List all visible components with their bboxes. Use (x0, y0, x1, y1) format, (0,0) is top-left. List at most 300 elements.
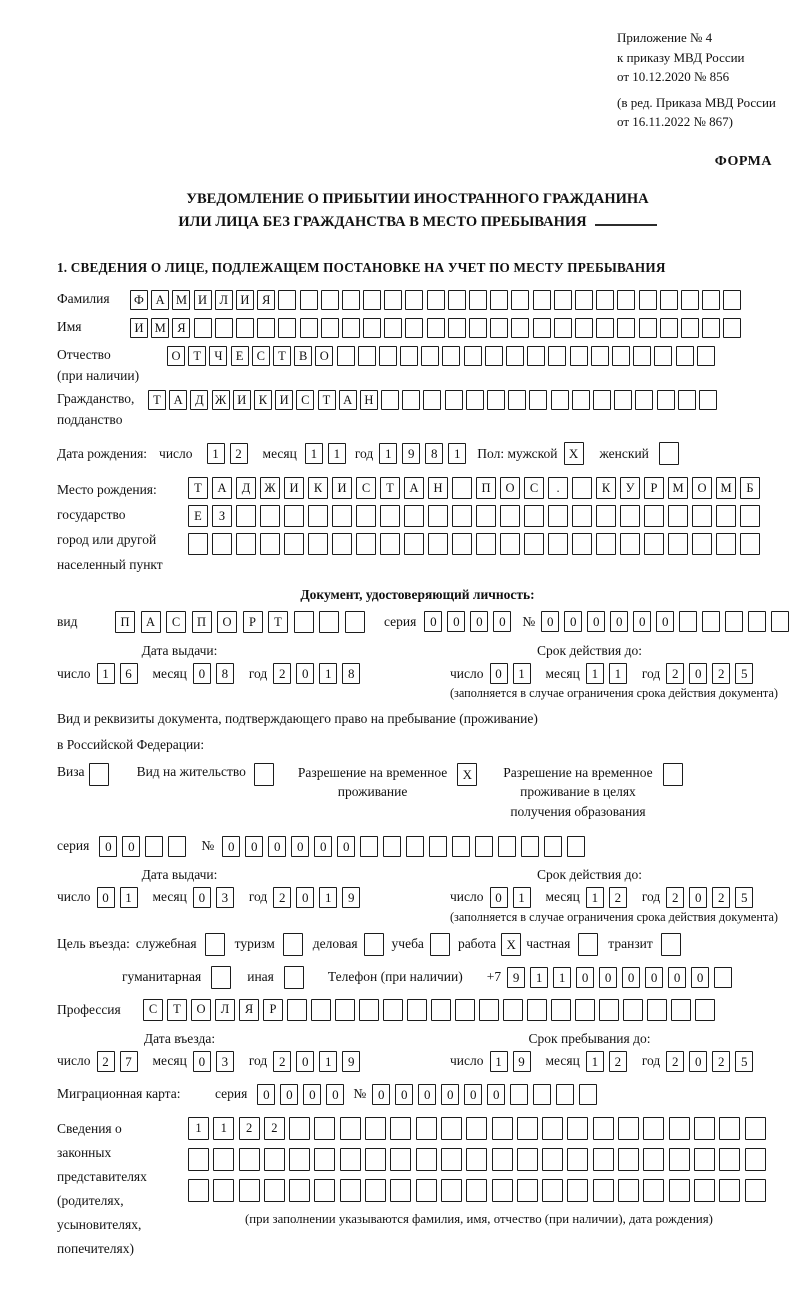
char-cell[interactable]: С (296, 390, 314, 410)
char-cell[interactable] (503, 999, 523, 1021)
business-checkbox[interactable] (364, 933, 384, 956)
char-cell[interactable] (596, 533, 616, 555)
char-cell[interactable] (476, 505, 496, 527)
char-cell[interactable] (289, 1117, 310, 1140)
char-cell[interactable] (548, 346, 566, 366)
char-cell[interactable] (360, 836, 378, 857)
char-cell[interactable] (643, 1148, 664, 1171)
char-cell[interactable] (358, 346, 376, 366)
char-cell[interactable] (236, 505, 256, 527)
char-cell[interactable]: 1 (328, 443, 346, 464)
char-cell[interactable] (416, 1179, 437, 1202)
char-cell[interactable] (517, 1148, 538, 1171)
char-cell[interactable]: 3 (216, 887, 234, 908)
char-cell[interactable]: А (151, 290, 169, 310)
char-cell[interactable]: И (130, 318, 148, 338)
char-cell[interactable] (294, 611, 314, 633)
char-cell[interactable]: Ж (260, 477, 280, 499)
char-cell[interactable] (554, 290, 572, 310)
char-cell[interactable] (487, 390, 505, 410)
char-cell[interactable] (542, 1179, 563, 1202)
char-cell[interactable]: Я (172, 318, 190, 338)
char-cell[interactable] (681, 318, 699, 338)
char-cell[interactable]: 1 (448, 443, 466, 464)
char-cell[interactable]: А (212, 477, 232, 499)
char-cell[interactable]: К (254, 390, 272, 410)
char-cell[interactable] (427, 290, 445, 310)
char-cell[interactable] (239, 1148, 260, 1171)
char-cell[interactable]: Р (644, 477, 664, 499)
char-cell[interactable]: Д (190, 390, 208, 410)
char-cell[interactable]: 9 (342, 1051, 360, 1072)
char-cell[interactable] (506, 346, 524, 366)
char-cell[interactable] (740, 533, 760, 555)
char-cell[interactable]: Б (740, 477, 760, 499)
char-cell[interactable] (492, 1117, 513, 1140)
char-cell[interactable]: С (252, 346, 270, 366)
char-cell[interactable]: 2 (609, 887, 627, 908)
char-cell[interactable]: 0 (326, 1084, 344, 1105)
char-cell[interactable] (452, 533, 472, 555)
char-cell[interactable]: 0 (280, 1084, 298, 1105)
char-cell[interactable]: Ж (212, 390, 230, 410)
char-cell[interactable]: 1 (120, 887, 138, 908)
char-cell[interactable]: И (275, 390, 293, 410)
char-cell[interactable] (517, 1117, 538, 1140)
char-cell[interactable]: 0 (372, 1084, 390, 1105)
char-cell[interactable] (363, 290, 381, 310)
char-cell[interactable] (441, 1117, 462, 1140)
char-cell[interactable]: И (332, 477, 352, 499)
char-cell[interactable]: 2 (273, 887, 291, 908)
char-cell[interactable] (311, 999, 331, 1021)
char-cell[interactable]: С (524, 477, 544, 499)
char-cell[interactable]: 2 (666, 663, 684, 684)
char-cell[interactable]: 9 (507, 967, 525, 988)
char-cell[interactable] (567, 1117, 588, 1140)
char-cell[interactable]: У (620, 477, 640, 499)
char-cell[interactable]: 1 (379, 443, 397, 464)
char-cell[interactable] (427, 318, 445, 338)
char-cell[interactable] (694, 1148, 715, 1171)
char-cell[interactable] (345, 611, 365, 633)
char-cell[interactable]: 0 (689, 1051, 707, 1072)
char-cell[interactable]: 0 (645, 967, 663, 988)
char-cell[interactable] (669, 1179, 690, 1202)
char-cell[interactable]: Н (428, 477, 448, 499)
char-cell[interactable]: Т (318, 390, 336, 410)
char-cell[interactable] (390, 1179, 411, 1202)
char-cell[interactable] (618, 1179, 639, 1202)
char-cell[interactable] (620, 505, 640, 527)
char-cell[interactable]: 0 (296, 887, 314, 908)
char-cell[interactable] (612, 346, 630, 366)
char-cell[interactable] (466, 1179, 487, 1202)
char-cell[interactable]: 7 (120, 1051, 138, 1072)
char-cell[interactable]: 9 (513, 1051, 531, 1072)
char-cell[interactable] (533, 318, 551, 338)
char-cell[interactable] (365, 1148, 386, 1171)
char-cell[interactable] (340, 1148, 361, 1171)
char-cell[interactable] (669, 1148, 690, 1171)
char-cell[interactable] (455, 999, 475, 1021)
char-cell[interactable]: О (191, 999, 211, 1021)
work-checkbox[interactable]: X (501, 933, 521, 956)
char-cell[interactable]: 9 (402, 443, 420, 464)
char-cell[interactable]: 1 (305, 443, 323, 464)
char-cell[interactable] (365, 1179, 386, 1202)
char-cell[interactable] (692, 505, 712, 527)
char-cell[interactable] (383, 999, 403, 1021)
char-cell[interactable]: 5 (735, 887, 753, 908)
char-cell[interactable]: 0 (97, 887, 115, 908)
char-cell[interactable] (384, 318, 402, 338)
char-cell[interactable]: 0 (541, 611, 559, 632)
char-cell[interactable] (498, 836, 516, 857)
char-cell[interactable]: 0 (668, 967, 686, 988)
residence-permit-checkbox[interactable] (254, 763, 274, 786)
char-cell[interactable]: 0 (576, 967, 594, 988)
char-cell[interactable]: 1 (586, 887, 604, 908)
char-cell[interactable]: 0 (656, 611, 674, 632)
char-cell[interactable]: 1 (213, 1117, 234, 1140)
char-cell[interactable] (748, 611, 766, 632)
char-cell[interactable] (551, 999, 571, 1021)
char-cell[interactable]: 6 (120, 663, 138, 684)
char-cell[interactable]: 0 (337, 836, 355, 857)
char-cell[interactable] (479, 999, 499, 1021)
char-cell[interactable]: 0 (470, 611, 488, 632)
char-cell[interactable] (319, 611, 339, 633)
char-cell[interactable]: 1 (513, 887, 531, 908)
char-cell[interactable] (567, 1179, 588, 1202)
char-cell[interactable]: 0 (314, 836, 332, 857)
other-checkbox[interactable] (284, 966, 304, 989)
char-cell[interactable]: Л (215, 999, 235, 1021)
char-cell[interactable] (490, 290, 508, 310)
char-cell[interactable]: Л (215, 290, 233, 310)
char-cell[interactable] (521, 836, 539, 857)
char-cell[interactable] (168, 836, 186, 857)
char-cell[interactable] (617, 290, 635, 310)
char-cell[interactable] (654, 346, 672, 366)
char-cell[interactable]: В (294, 346, 312, 366)
study-checkbox[interactable] (430, 933, 450, 956)
char-cell[interactable]: 0 (610, 611, 628, 632)
char-cell[interactable] (575, 290, 593, 310)
char-cell[interactable] (529, 390, 547, 410)
char-cell[interactable]: 2 (712, 887, 730, 908)
char-cell[interactable]: 0 (490, 663, 508, 684)
char-cell[interactable] (548, 533, 568, 555)
char-cell[interactable] (466, 1117, 487, 1140)
char-cell[interactable]: Ф (130, 290, 148, 310)
char-cell[interactable] (469, 318, 487, 338)
char-cell[interactable]: 2 (97, 1051, 115, 1072)
char-cell[interactable]: 0 (303, 1084, 321, 1105)
char-cell[interactable] (441, 1179, 462, 1202)
char-cell[interactable]: 2 (712, 663, 730, 684)
char-cell[interactable]: 2 (273, 1051, 291, 1072)
char-cell[interactable] (618, 1117, 639, 1140)
char-cell[interactable] (284, 505, 304, 527)
char-cell[interactable] (660, 290, 678, 310)
char-cell[interactable] (236, 318, 254, 338)
char-cell[interactable] (260, 533, 280, 555)
char-cell[interactable]: И (284, 477, 304, 499)
char-cell[interactable] (314, 1148, 335, 1171)
char-cell[interactable] (485, 346, 503, 366)
char-cell[interactable] (400, 346, 418, 366)
char-cell[interactable] (407, 999, 427, 1021)
char-cell[interactable] (308, 533, 328, 555)
char-cell[interactable]: К (308, 477, 328, 499)
char-cell[interactable]: 2 (666, 887, 684, 908)
char-cell[interactable] (596, 318, 614, 338)
char-cell[interactable] (623, 999, 643, 1021)
char-cell[interactable] (466, 1148, 487, 1171)
char-cell[interactable] (694, 1179, 715, 1202)
char-cell[interactable]: Т (188, 346, 206, 366)
tourism-checkbox[interactable] (283, 933, 303, 956)
char-cell[interactable]: А (339, 390, 357, 410)
char-cell[interactable] (379, 346, 397, 366)
char-cell[interactable]: Р (243, 611, 263, 633)
char-cell[interactable] (579, 1084, 597, 1105)
char-cell[interactable]: 0 (689, 887, 707, 908)
char-cell[interactable] (596, 290, 614, 310)
char-cell[interactable]: 2 (239, 1117, 260, 1140)
char-cell[interactable] (492, 1148, 513, 1171)
char-cell[interactable] (719, 1179, 740, 1202)
char-cell[interactable]: 2 (230, 443, 248, 464)
char-cell[interactable]: Н (360, 390, 378, 410)
char-cell[interactable]: О (692, 477, 712, 499)
char-cell[interactable]: 0 (493, 611, 511, 632)
char-cell[interactable] (441, 1148, 462, 1171)
char-cell[interactable] (475, 836, 493, 857)
char-cell[interactable] (215, 318, 233, 338)
char-cell[interactable] (716, 533, 736, 555)
char-cell[interactable] (406, 836, 424, 857)
char-cell[interactable] (405, 318, 423, 338)
char-cell[interactable] (694, 1117, 715, 1140)
char-cell[interactable]: 0 (418, 1084, 436, 1105)
char-cell[interactable] (428, 505, 448, 527)
char-cell[interactable]: 0 (691, 967, 709, 988)
char-cell[interactable] (527, 346, 545, 366)
char-cell[interactable] (647, 999, 667, 1021)
char-cell[interactable] (745, 1179, 766, 1202)
char-cell[interactable] (524, 533, 544, 555)
char-cell[interactable] (657, 390, 675, 410)
char-cell[interactable] (383, 836, 401, 857)
char-cell[interactable] (332, 533, 352, 555)
char-cell[interactable] (668, 533, 688, 555)
char-cell[interactable]: З (212, 505, 232, 527)
char-cell[interactable] (643, 1117, 664, 1140)
char-cell[interactable]: 1 (207, 443, 225, 464)
char-cell[interactable]: И (236, 290, 254, 310)
char-cell[interactable]: 0 (193, 887, 211, 908)
char-cell[interactable] (469, 290, 487, 310)
char-cell[interactable]: 1 (513, 663, 531, 684)
char-cell[interactable] (314, 1117, 335, 1140)
char-cell[interactable]: 0 (193, 663, 211, 684)
char-cell[interactable] (572, 477, 592, 499)
char-cell[interactable]: 5 (735, 1051, 753, 1072)
char-cell[interactable]: 0 (633, 611, 651, 632)
char-cell[interactable]: О (167, 346, 185, 366)
char-cell[interactable]: 0 (464, 1084, 482, 1105)
char-cell[interactable] (448, 290, 466, 310)
char-cell[interactable] (500, 505, 520, 527)
char-cell[interactable]: П (115, 611, 135, 633)
char-cell[interactable] (702, 290, 720, 310)
char-cell[interactable]: 0 (490, 887, 508, 908)
char-cell[interactable] (527, 999, 547, 1021)
char-cell[interactable]: 0 (99, 836, 117, 857)
char-cell[interactable]: Т (273, 346, 291, 366)
char-cell[interactable]: 0 (268, 836, 286, 857)
char-cell[interactable]: О (315, 346, 333, 366)
char-cell[interactable]: И (194, 290, 212, 310)
char-cell[interactable] (365, 1117, 386, 1140)
char-cell[interactable]: Е (188, 505, 208, 527)
char-cell[interactable]: М (172, 290, 190, 310)
char-cell[interactable] (572, 390, 590, 410)
char-cell[interactable] (194, 318, 212, 338)
char-cell[interactable] (620, 533, 640, 555)
char-cell[interactable]: С (356, 477, 376, 499)
char-cell[interactable]: 2 (712, 1051, 730, 1072)
char-cell[interactable]: 1 (586, 663, 604, 684)
char-cell[interactable]: 0 (257, 1084, 275, 1105)
char-cell[interactable]: 1 (319, 663, 337, 684)
char-cell[interactable]: 8 (425, 443, 443, 464)
char-cell[interactable]: 5 (735, 663, 753, 684)
char-cell[interactable]: А (169, 390, 187, 410)
char-cell[interactable]: . (548, 477, 568, 499)
char-cell[interactable] (511, 290, 529, 310)
char-cell[interactable] (380, 505, 400, 527)
char-cell[interactable] (699, 390, 717, 410)
char-cell[interactable]: Т (380, 477, 400, 499)
char-cell[interactable]: М (151, 318, 169, 338)
char-cell[interactable] (575, 999, 595, 1021)
char-cell[interactable]: Е (231, 346, 249, 366)
char-cell[interactable]: 0 (245, 836, 263, 857)
char-cell[interactable]: П (192, 611, 212, 633)
char-cell[interactable] (236, 533, 256, 555)
char-cell[interactable]: 1 (188, 1117, 209, 1140)
char-cell[interactable] (533, 290, 551, 310)
char-cell[interactable] (567, 836, 585, 857)
char-cell[interactable] (356, 533, 376, 555)
char-cell[interactable] (643, 1179, 664, 1202)
char-cell[interactable] (702, 611, 720, 632)
char-cell[interactable] (567, 1148, 588, 1171)
char-cell[interactable] (679, 611, 697, 632)
char-cell[interactable] (725, 611, 743, 632)
char-cell[interactable]: 1 (97, 663, 115, 684)
char-cell[interactable] (402, 390, 420, 410)
temp-permit-checkbox[interactable]: X (457, 763, 477, 786)
char-cell[interactable] (308, 505, 328, 527)
char-cell[interactable]: Я (239, 999, 259, 1021)
char-cell[interactable] (445, 390, 463, 410)
char-cell[interactable] (618, 1148, 639, 1171)
char-cell[interactable] (719, 1148, 740, 1171)
char-cell[interactable] (452, 505, 472, 527)
humanitarian-checkbox[interactable] (211, 966, 231, 989)
char-cell[interactable]: 0 (291, 836, 309, 857)
char-cell[interactable] (289, 1148, 310, 1171)
char-cell[interactable] (423, 390, 441, 410)
char-cell[interactable] (492, 1179, 513, 1202)
char-cell[interactable] (380, 533, 400, 555)
char-cell[interactable] (442, 346, 460, 366)
char-cell[interactable] (404, 505, 424, 527)
char-cell[interactable] (593, 1117, 614, 1140)
char-cell[interactable] (321, 318, 339, 338)
char-cell[interactable] (390, 1117, 411, 1140)
char-cell[interactable]: 1 (319, 1051, 337, 1072)
char-cell[interactable] (644, 505, 664, 527)
char-cell[interactable] (490, 318, 508, 338)
char-cell[interactable] (660, 318, 678, 338)
char-cell[interactable]: Р (263, 999, 283, 1021)
char-cell[interactable] (384, 290, 402, 310)
temp-permit-edu-checkbox[interactable] (663, 763, 683, 786)
char-cell[interactable] (500, 533, 520, 555)
char-cell[interactable] (340, 1117, 361, 1140)
char-cell[interactable]: 0 (296, 663, 314, 684)
char-cell[interactable] (668, 505, 688, 527)
char-cell[interactable] (390, 1148, 411, 1171)
char-cell[interactable] (740, 505, 760, 527)
char-cell[interactable]: 0 (564, 611, 582, 632)
char-cell[interactable] (335, 999, 355, 1021)
char-cell[interactable]: Т (148, 390, 166, 410)
char-cell[interactable] (278, 290, 296, 310)
char-cell[interactable]: 0 (441, 1084, 459, 1105)
char-cell[interactable] (533, 1084, 551, 1105)
char-cell[interactable] (188, 533, 208, 555)
char-cell[interactable]: 3 (216, 1051, 234, 1072)
char-cell[interactable] (554, 318, 572, 338)
char-cell[interactable] (340, 1179, 361, 1202)
char-cell[interactable]: 1 (490, 1051, 508, 1072)
char-cell[interactable] (356, 505, 376, 527)
char-cell[interactable] (428, 533, 448, 555)
char-cell[interactable] (287, 999, 307, 1021)
char-cell[interactable] (264, 1148, 285, 1171)
char-cell[interactable] (476, 533, 496, 555)
char-cell[interactable]: Д (236, 477, 256, 499)
char-cell[interactable] (639, 318, 657, 338)
char-cell[interactable] (314, 1179, 335, 1202)
char-cell[interactable] (570, 346, 588, 366)
char-cell[interactable] (431, 999, 451, 1021)
char-cell[interactable] (723, 318, 741, 338)
char-cell[interactable] (551, 390, 569, 410)
char-cell[interactable]: 9 (342, 887, 360, 908)
char-cell[interactable]: 1 (530, 967, 548, 988)
char-cell[interactable]: 0 (447, 611, 465, 632)
char-cell[interactable]: Т (167, 999, 187, 1021)
char-cell[interactable] (572, 533, 592, 555)
